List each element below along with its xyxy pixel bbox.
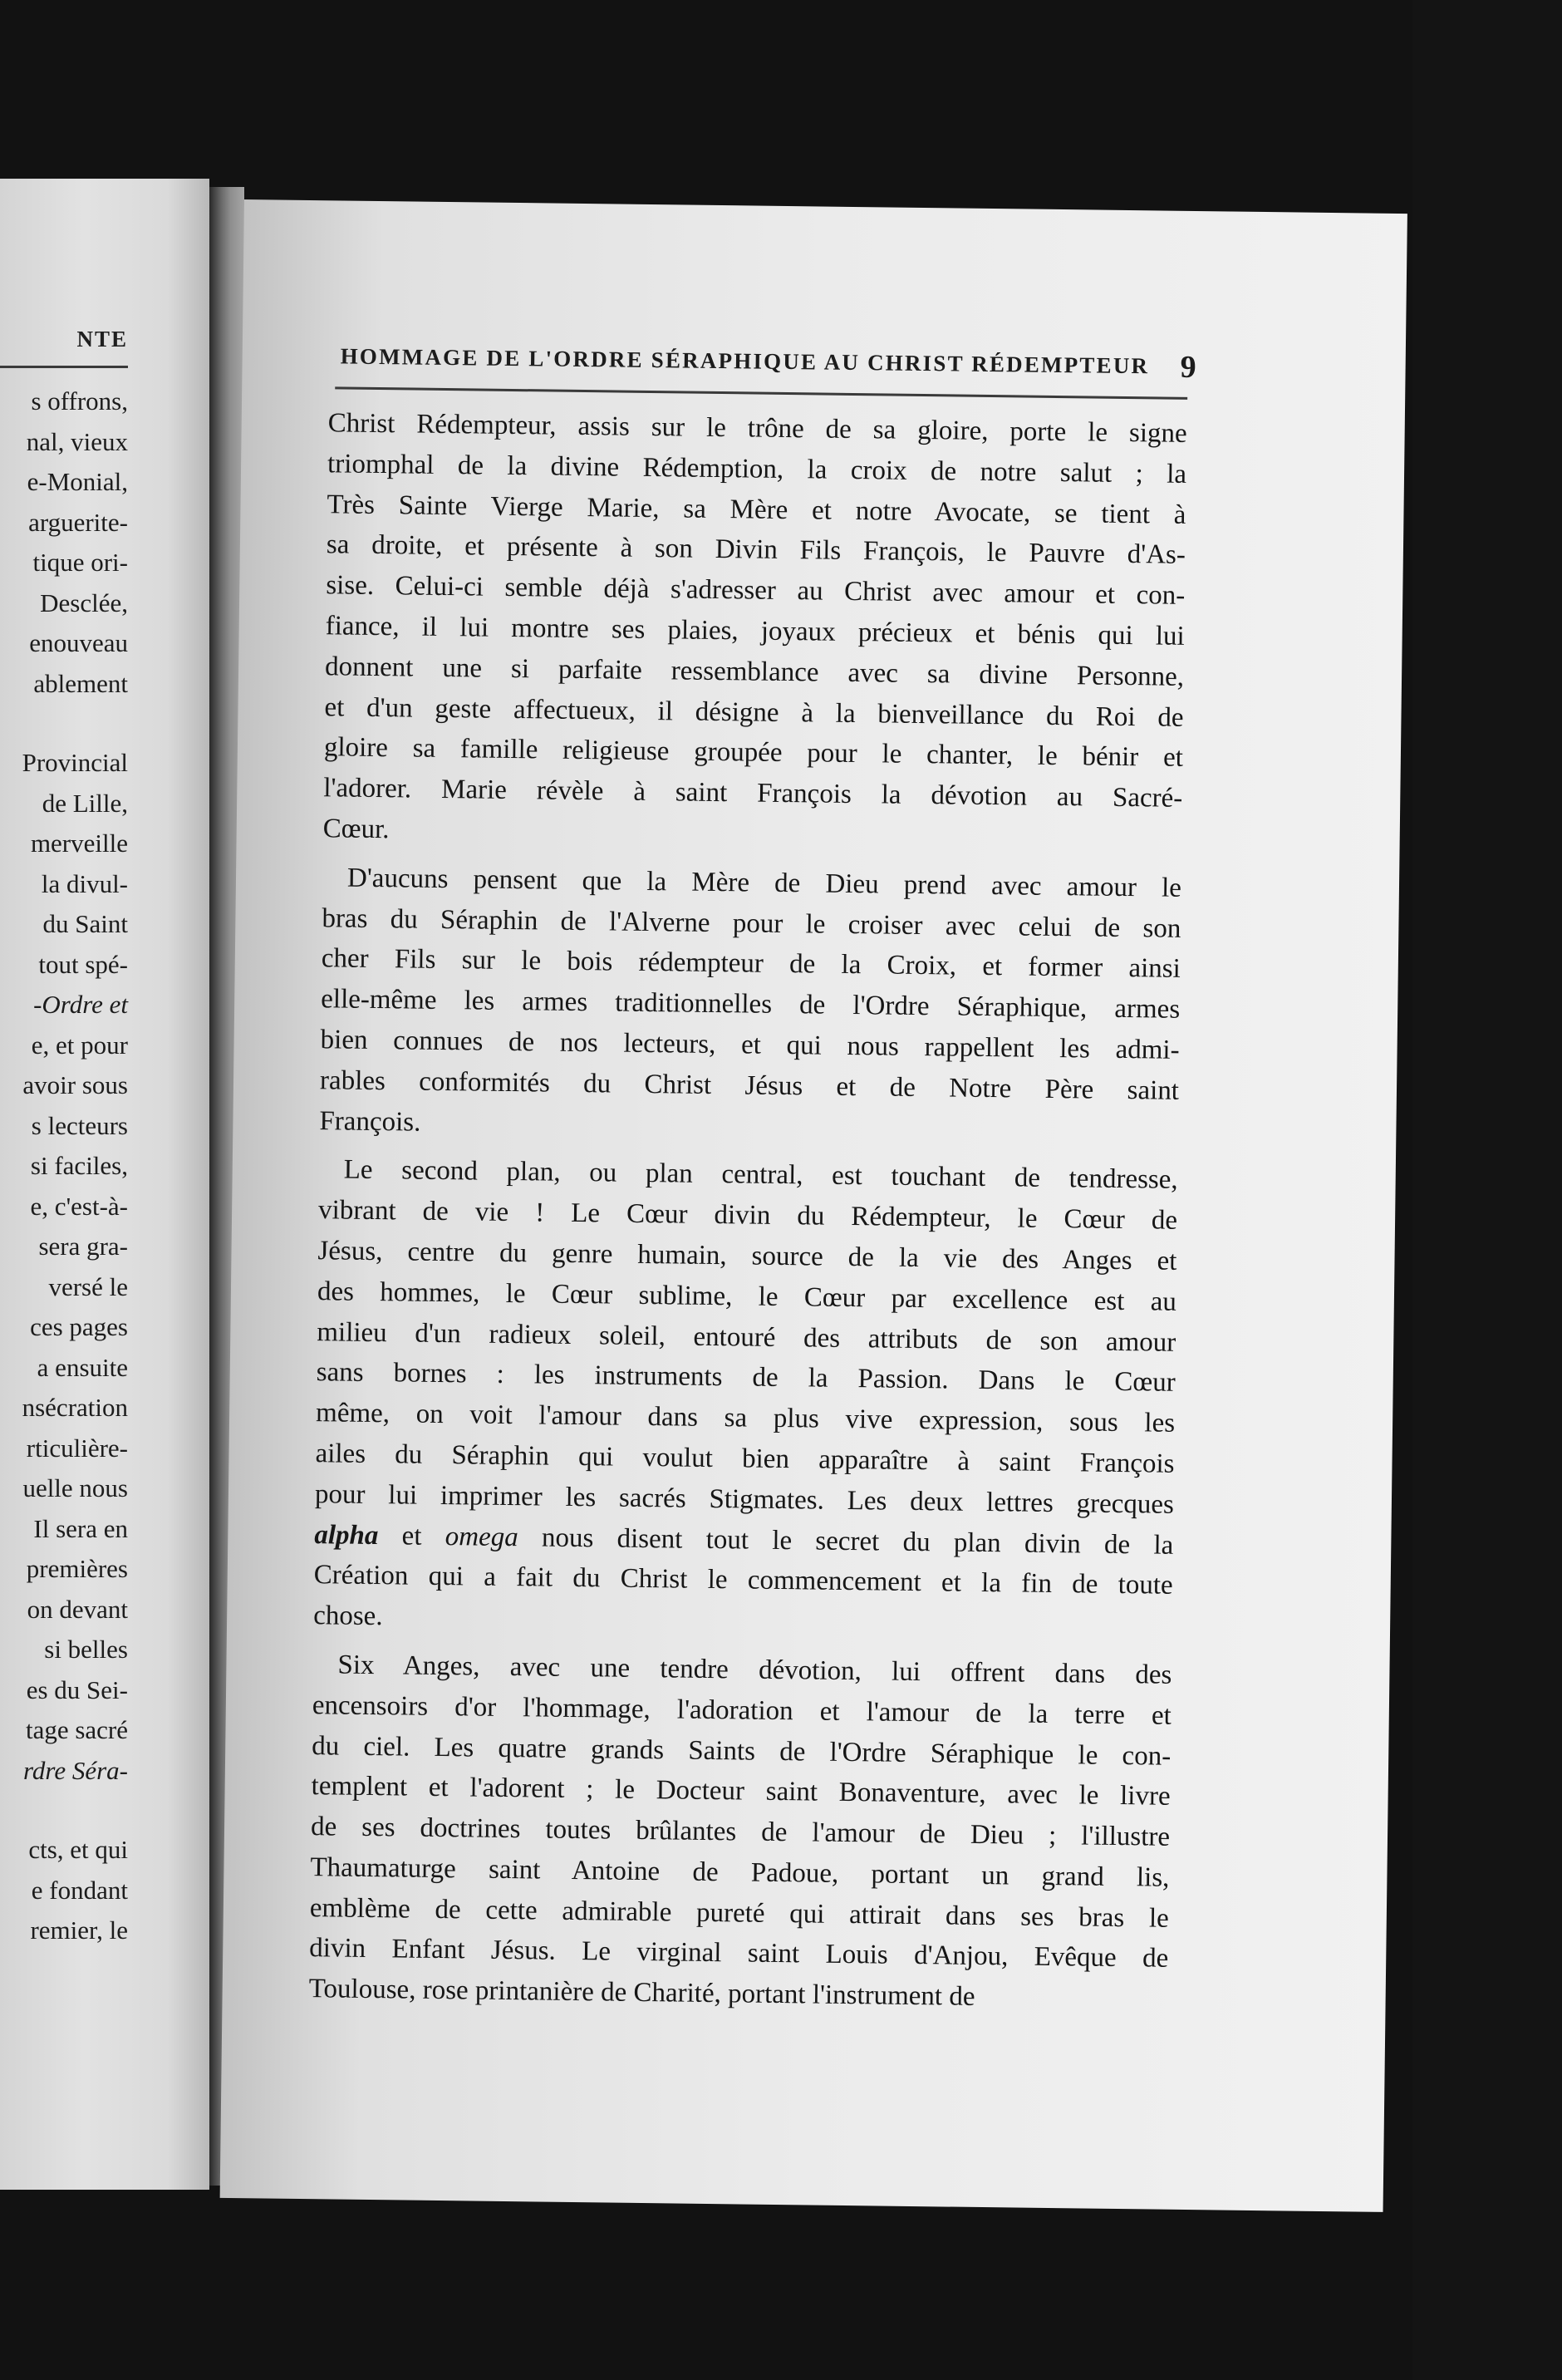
right-page	[220, 199, 1407, 2212]
running-head	[340, 343, 1196, 386]
left-text-line: ablement	[33, 668, 128, 698]
left-text-line	[0, 704, 128, 743]
left-text-line: tique ori-	[32, 548, 128, 577]
left-text-line: sera gra-	[38, 1232, 128, 1261]
left-text-line: cts, et qui	[28, 1835, 128, 1864]
text-line: Thaumaturge saint Antoine de Padoue, portant un grand lis,	[310, 1852, 1170, 1893]
text-line: gloire sa famille religieuse groupée pour le chanter, le bénir et	[323, 732, 1184, 774]
left-text-line: e fondant	[31, 1875, 128, 1905]
left-text-line: s lecteurs	[31, 1110, 128, 1140]
left-text-line: si faciles,	[30, 1151, 128, 1180]
left-text-line: du Saint	[42, 909, 128, 938]
left-text-line: arguerite-	[28, 507, 128, 537]
text-line: Christ Rédempteur, assis sur le trône de sa gloire, porte le signe	[327, 408, 1187, 449]
text-line: ailes du Séraphin qui voulut bien apparaître à saint François	[315, 1438, 1175, 1479]
text-line: sise. Celui-ci semble déjà s'adresser au Christ avec amour et con-	[326, 570, 1186, 612]
left-text-line: ces pages	[30, 1312, 128, 1341]
left-text-line: de Lille,	[42, 788, 128, 818]
left-text-line: remier, le	[30, 1915, 128, 1945]
text-line: Création qui a fait du Christ le commencement et la fin de toute	[313, 1560, 1173, 1601]
text-line: Jésus, centre du genre humain, source de la vie des Anges et	[317, 1236, 1177, 1276]
text-line: sans bornes : les instruments de la Passion. Dans le Cœur	[316, 1357, 1176, 1399]
text-line: fiance, il lui montre ses plaies, joyaux précieux et bénis qui lui	[325, 611, 1185, 652]
left-text-line: avoir sous	[22, 1070, 128, 1099]
text-line: Six Anges, avec une tendre dévotion, lui offrent dans des	[337, 1650, 1172, 1690]
text-line: bien connues de nos lecteurs, et qui nous rappellent les admi-	[320, 1025, 1180, 1065]
text-line: Très Sainte Vierge Marie, sa Mère et notre Avocate, se tient à	[327, 489, 1186, 530]
text-line: Le second plan, ou plan central, est touchant de tendresse,	[343, 1154, 1178, 1196]
text-line: chose.	[312, 1601, 383, 1632]
text-line: bras du Séraphin de l'Alverne pour le croiser avec celui de son	[322, 902, 1181, 944]
text-line: du ciel. Les quatre grands Saints de l'Ordre Séraphique le con-	[312, 1730, 1172, 1772]
left-text-line: rticulière-	[26, 1433, 128, 1463]
left-text-line: Desclée,	[40, 588, 128, 617]
left-text-line: e-Monial,	[27, 467, 128, 496]
text-line: et d'un geste affectueux, il désigne à la bienveillance du Roi de	[324, 691, 1184, 733]
left-text-line	[0, 1791, 128, 1830]
head-rule	[335, 386, 1187, 400]
text-line: alpha et omega nous disent tout le secret du plan divin de la	[314, 1519, 1174, 1561]
text-line: sa droite, et présente à son Divin Fils François, le Pauvre d'As-	[326, 529, 1186, 571]
text-line: des hommes, le Cœur sublime, le Cœur par excellence est au	[317, 1276, 1177, 1317]
left-page-text	[0, 381, 128, 1951]
left-text-line: nsécration	[22, 1393, 128, 1422]
left-text-line: uelle nous	[22, 1473, 128, 1502]
left-text-line: nal, vieux	[26, 426, 128, 456]
left-text-line: merveille	[30, 829, 128, 858]
left-text-line: tage sacré	[25, 1715, 128, 1744]
text-line: l'adorer. Marie révèle à saint François la dévotion au Sacré-	[323, 773, 1183, 814]
left-text-line: premières	[26, 1554, 128, 1583]
left-text-line: es du Sei-	[26, 1674, 128, 1704]
text-line: elle-même les armes traditionnelles de l'Ordre Séraphique, armes	[321, 984, 1181, 1025]
page-number: 9	[1180, 349, 1196, 386]
left-text-line: on devant	[27, 1594, 128, 1624]
text-line: divin Enfant Jésus. Le virginal saint Louis d'Anjou, Evêque de	[309, 1933, 1169, 1974]
text-line: vibrant de vie ! Le Cœur divin du Rédempteur, le Cœur de	[317, 1195, 1178, 1236]
text-line: même, on voit l'amour dans sa plus vive expression, sous les	[315, 1398, 1176, 1438]
text-line: pour lui imprimer les sacrés Stigmates. Les deux lettres grecques	[314, 1478, 1175, 1520]
text-line: rables conformités du Christ Jésus et de Notre Père saint	[319, 1065, 1180, 1106]
text-line: templent et l'adorent ; le Docteur saint Bonaventure, avec le livre	[311, 1771, 1171, 1812]
text-line: cher Fils sur le bois rédempteur de la Croix, et former ainsi	[321, 943, 1181, 985]
left-text-line: versé le	[48, 1271, 128, 1301]
text-line: encensoirs d'or l'hommage, l'adoration et l'amour de la terre et	[312, 1689, 1172, 1731]
dark-background	[1412, 0, 1562, 2380]
text-line: de ses doctrines toutes brûlantes de l'amour de Dieu ; l'illustre	[310, 1812, 1171, 1852]
left-text-line: Il sera en	[33, 1513, 128, 1543]
text-line: donnent une si parfaite ressemblance avec sa divine Personne,	[324, 652, 1185, 692]
left-text-line: e, c'est-à-	[30, 1191, 128, 1221]
text-line: François.	[319, 1105, 421, 1138]
left-text-line: tout spé-	[38, 949, 128, 979]
body-text	[308, 403, 1187, 2020]
left-text-line: -Ordre et	[33, 990, 128, 1019]
left-text-line: la divul-	[41, 868, 128, 898]
text-line: Cœur.	[322, 814, 390, 845]
left-text-line: a ensuite	[37, 1352, 128, 1382]
text-line: triomphal de la divine Rédemption, la croix de notre salut ; la	[327, 449, 1187, 489]
left-head-rule	[0, 366, 128, 368]
running-title: HOMMAGE DE L'ORDRE SÉRAPHIQUE AU CHRIST RÉDEMPTEUR	[340, 343, 1150, 379]
left-text-line: enouveau	[29, 628, 128, 657]
left-text-line: rdre Séra-	[23, 1755, 128, 1785]
left-text-line: s offrons,	[31, 386, 128, 416]
text-line: Toulouse, rose printanière de Charité, portant l'instrument de	[308, 1974, 975, 2013]
left-running-head: NTE	[76, 327, 128, 352]
left-text-line: si belles	[44, 1635, 128, 1664]
left-text-line: e, et pour	[31, 1030, 128, 1060]
text-line: D'aucuns pensent que la Mère de Dieu prend avec amour le	[346, 863, 1182, 903]
left-facing-page	[0, 179, 209, 2190]
left-text-line: Provincial	[22, 748, 128, 777]
text-line: emblème de cette admirable pureté qui attirait dans ses bras le	[309, 1892, 1170, 1934]
text-line: milieu d'un radieux soleil, entouré des attributs de son amour	[317, 1316, 1176, 1358]
